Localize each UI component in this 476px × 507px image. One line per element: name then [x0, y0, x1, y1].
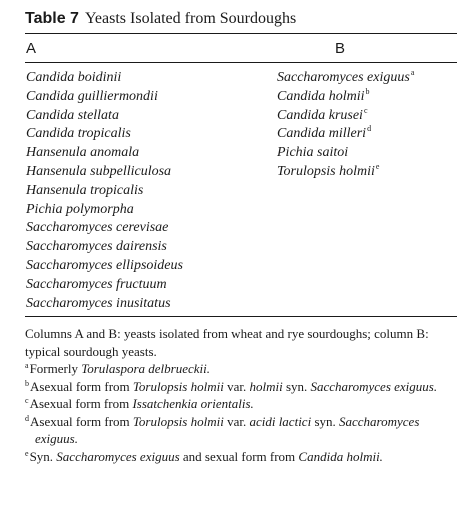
footnote-mark: e — [375, 161, 380, 171]
footnote-text: Torulaspora delbrueckii. — [81, 361, 211, 376]
footnote-text: Asexual form from — [30, 413, 133, 429]
footnote — [25, 360, 465, 378]
species-item: Saccharomyces fructuum — [26, 276, 167, 292]
species-item: Hansenula anomala — [26, 145, 140, 161]
footnote — [25, 448, 465, 466]
footnote-text: holmii — [249, 378, 283, 394]
species-item — [277, 107, 414, 126]
table-title — [25, 10, 296, 28]
footnote-text: acidi lactici — [249, 413, 312, 429]
species-name: Pichia saitoi — [277, 145, 349, 161]
footnote — [25, 395, 465, 413]
footnote-mark: c — [25, 396, 29, 405]
footnote — [25, 413, 465, 448]
species-item: Candida stellata — [26, 107, 119, 123]
footnote-text: Formerly — [29, 361, 82, 376]
species-item — [277, 144, 414, 163]
footnote-text: syn. — [282, 378, 311, 394]
species-item — [277, 69, 414, 88]
species-item: Candida guilliermondii — [26, 88, 158, 104]
footnote — [25, 378, 465, 396]
footnote-text: Candida holmii. — [298, 448, 383, 464]
footnote-text: var. — [223, 413, 250, 429]
column-a-header: A — [26, 40, 37, 57]
species-name: Saccharomyces exiguus — [277, 70, 410, 85]
table-label: Table 7 — [25, 10, 79, 27]
species-name: Candida holmii — [277, 88, 365, 104]
footnote-text: Syn. — [29, 448, 57, 464]
footnote-text: Issatchenkia orientalis. — [132, 396, 254, 411]
table-notes — [25, 325, 465, 465]
footnote-text: Saccharomyces exiguus. — [35, 413, 420, 446]
table-caption: Yeasts Isolated from Sourdoughs — [84, 10, 297, 27]
notes-intro: Columns A and B: yeasts isolated from wheat and rye sourdoughs; column B: typical sourdough yeasts. — [25, 326, 429, 359]
species-item: Hansenula subpelliculosa — [26, 163, 172, 179]
species-item — [277, 125, 414, 144]
footnote-mark: c — [363, 105, 368, 115]
footnote-text: syn. — [311, 413, 339, 429]
species-name: Torulopsis holmii — [277, 163, 375, 179]
bottom-rule — [25, 316, 457, 317]
footnote-text: Asexual form from — [29, 396, 133, 411]
footnote-text: var. — [223, 378, 250, 394]
column-b-list — [277, 69, 414, 182]
footnote-mark: a — [25, 361, 29, 370]
footnote-text: and sexual form from — [179, 448, 299, 464]
species-item: Candida tropicalis — [26, 126, 131, 142]
species-name: Candida krusei — [277, 107, 363, 123]
species-item: Saccharomyces cerevisae — [26, 220, 169, 236]
column-a-list — [26, 69, 183, 313]
footnote-mark: b — [365, 86, 370, 96]
column-b-header: B — [335, 40, 346, 57]
footnote-mark: a — [410, 68, 415, 77]
top-rule — [25, 33, 457, 34]
footnote-text: Saccharomyces exiguus — [56, 448, 180, 464]
species-item — [277, 163, 414, 182]
species-name: Candida milleri — [277, 126, 367, 142]
footnote-mark: d — [25, 413, 29, 423]
species-item: Candida boidinii — [26, 70, 122, 85]
species-item: Saccharomyces dairensis — [26, 239, 167, 255]
footnote-list — [25, 360, 465, 465]
footnote-text: Torulopsis holmii — [132, 378, 224, 394]
species-item — [277, 88, 414, 107]
footnote-text: Torulopsis holmii — [132, 413, 224, 429]
footnote-mark: d — [367, 124, 372, 134]
footnote-text: Asexual form from — [30, 378, 133, 394]
species-item: Pichia polymorpha — [26, 201, 134, 217]
footnote-mark: e — [25, 448, 29, 458]
footnote-text: Saccharomyces exiguus. — [310, 378, 438, 394]
header-rule — [25, 62, 457, 63]
footnote-mark: b — [25, 378, 29, 388]
species-item: Saccharomyces ellipsoideus — [26, 257, 183, 273]
species-item: Saccharomyces inusitatus — [26, 295, 171, 311]
species-item: Hansenula tropicalis — [26, 182, 144, 198]
